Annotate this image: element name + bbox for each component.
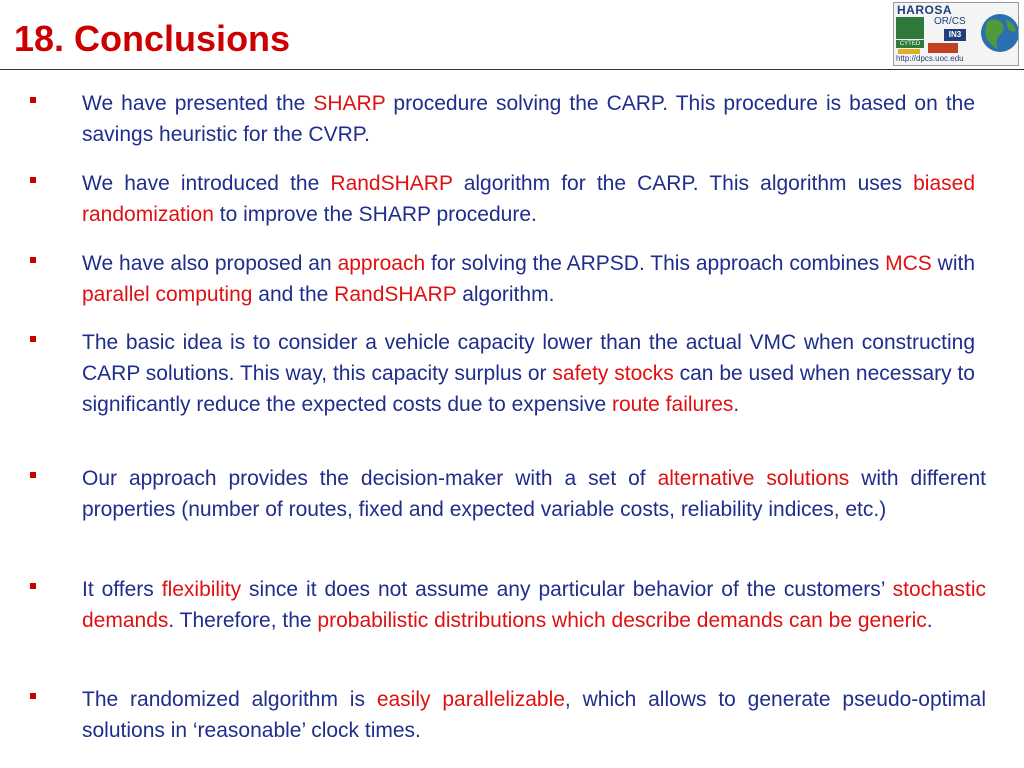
bullet-text-run: . [926, 609, 933, 632]
highlighted-term: easily parallelizable [376, 688, 565, 711]
highlighted-term: probabilistic distributions which describe demands can be generic [317, 609, 927, 632]
bullet-text-run: and the [252, 283, 335, 306]
bullet-text-run: . Therefore, the [168, 609, 318, 632]
globe-icon [978, 7, 1018, 57]
bullet-marker [30, 336, 36, 342]
bullet-marker [30, 257, 36, 263]
highlighted-term: approach [337, 252, 426, 275]
bullet-text-run: with [931, 252, 975, 275]
highlighted-term: biased randomization [82, 172, 975, 226]
highlighted-term: route failures [611, 393, 734, 416]
highlighted-term: flexibility [161, 578, 242, 601]
logo-flag-block [928, 43, 958, 53]
highlighted-term: MCS [885, 252, 932, 275]
bullet-text-run: . [733, 393, 740, 416]
bullet-marker [30, 177, 36, 183]
bullet-text-run: The basic idea is to consider a vehicle capacity lower than the actual VMC when constructing CARP solutions. This way, this capacity surplus or [82, 331, 975, 385]
bullet-text [82, 248, 975, 310]
highlighted-term: safety stocks [552, 362, 674, 385]
bullet-text [82, 327, 975, 420]
bullet-text-run: It offers [82, 578, 162, 601]
logo-subtitle: OR/CS [934, 16, 966, 27]
logo-url: http://dpcs.uoc.edu [896, 54, 964, 63]
harosa-logo [893, 2, 1019, 66]
logo-cyted: CYTED [896, 40, 924, 48]
bullet-marker [30, 583, 36, 589]
bullet-text-run: to improve the SHARP procedure. [213, 203, 537, 226]
highlighted-term: parallel computing [82, 283, 253, 306]
bullet-text [82, 574, 986, 636]
bullet-text-run: since it does not assume any particular behavior of the customers’ [241, 578, 893, 601]
bullet-text-run: for solving the ARPSD. This approach combines [425, 252, 886, 275]
bullet-text-run: algorithm. [456, 283, 555, 306]
bullet-text-run: with different properties (number of routes, fixed and expected variable costs, reliability indices, etc.) [82, 467, 987, 521]
bullet-marker [30, 97, 36, 103]
bullet-text [82, 684, 986, 746]
bullet-text-run: The randomized algorithm is [82, 688, 377, 711]
highlighted-term: alternative solutions [657, 467, 850, 490]
slide-title: 18. Conclusions [14, 18, 291, 59]
bullet-text [82, 168, 975, 230]
bullet-text-run: can be used when necessary to significantly reduce the expected costs due to expensive [82, 362, 975, 416]
bullet-text [82, 463, 986, 525]
highlighted-term: stochastic demands [82, 578, 986, 632]
bullet-text-run: We have presented the [82, 92, 314, 115]
bullet-marker [30, 693, 36, 699]
bullet-text-run: We have also proposed an [82, 252, 338, 275]
bullet-text-run: , which allows to generate pseudo-optimal solutions in ‘reasonable’ clock times. [82, 688, 986, 742]
bullet-text-run: procedure solving the CARP. This procedure is based on the savings heuristic for the CVRP. [82, 92, 976, 146]
title-divider [0, 69, 1024, 70]
logo-name: HAROSA [897, 3, 953, 17]
bullet-marker [30, 472, 36, 478]
bullet-text-run: algorithm for the CARP. This algorithm uses [452, 172, 914, 195]
highlighted-term: RandSHARP [330, 172, 453, 195]
logo-green-block [896, 17, 924, 39]
bullet-text-run: Our approach provides the decision-maker with a set of [82, 467, 658, 490]
bullet-text-run: We have introduced the [82, 172, 331, 195]
logo-in3: IN3 [944, 29, 966, 41]
highlighted-term: SHARP [313, 92, 386, 115]
highlighted-term: RandSHARP [334, 283, 457, 306]
bullet-text [82, 88, 975, 150]
